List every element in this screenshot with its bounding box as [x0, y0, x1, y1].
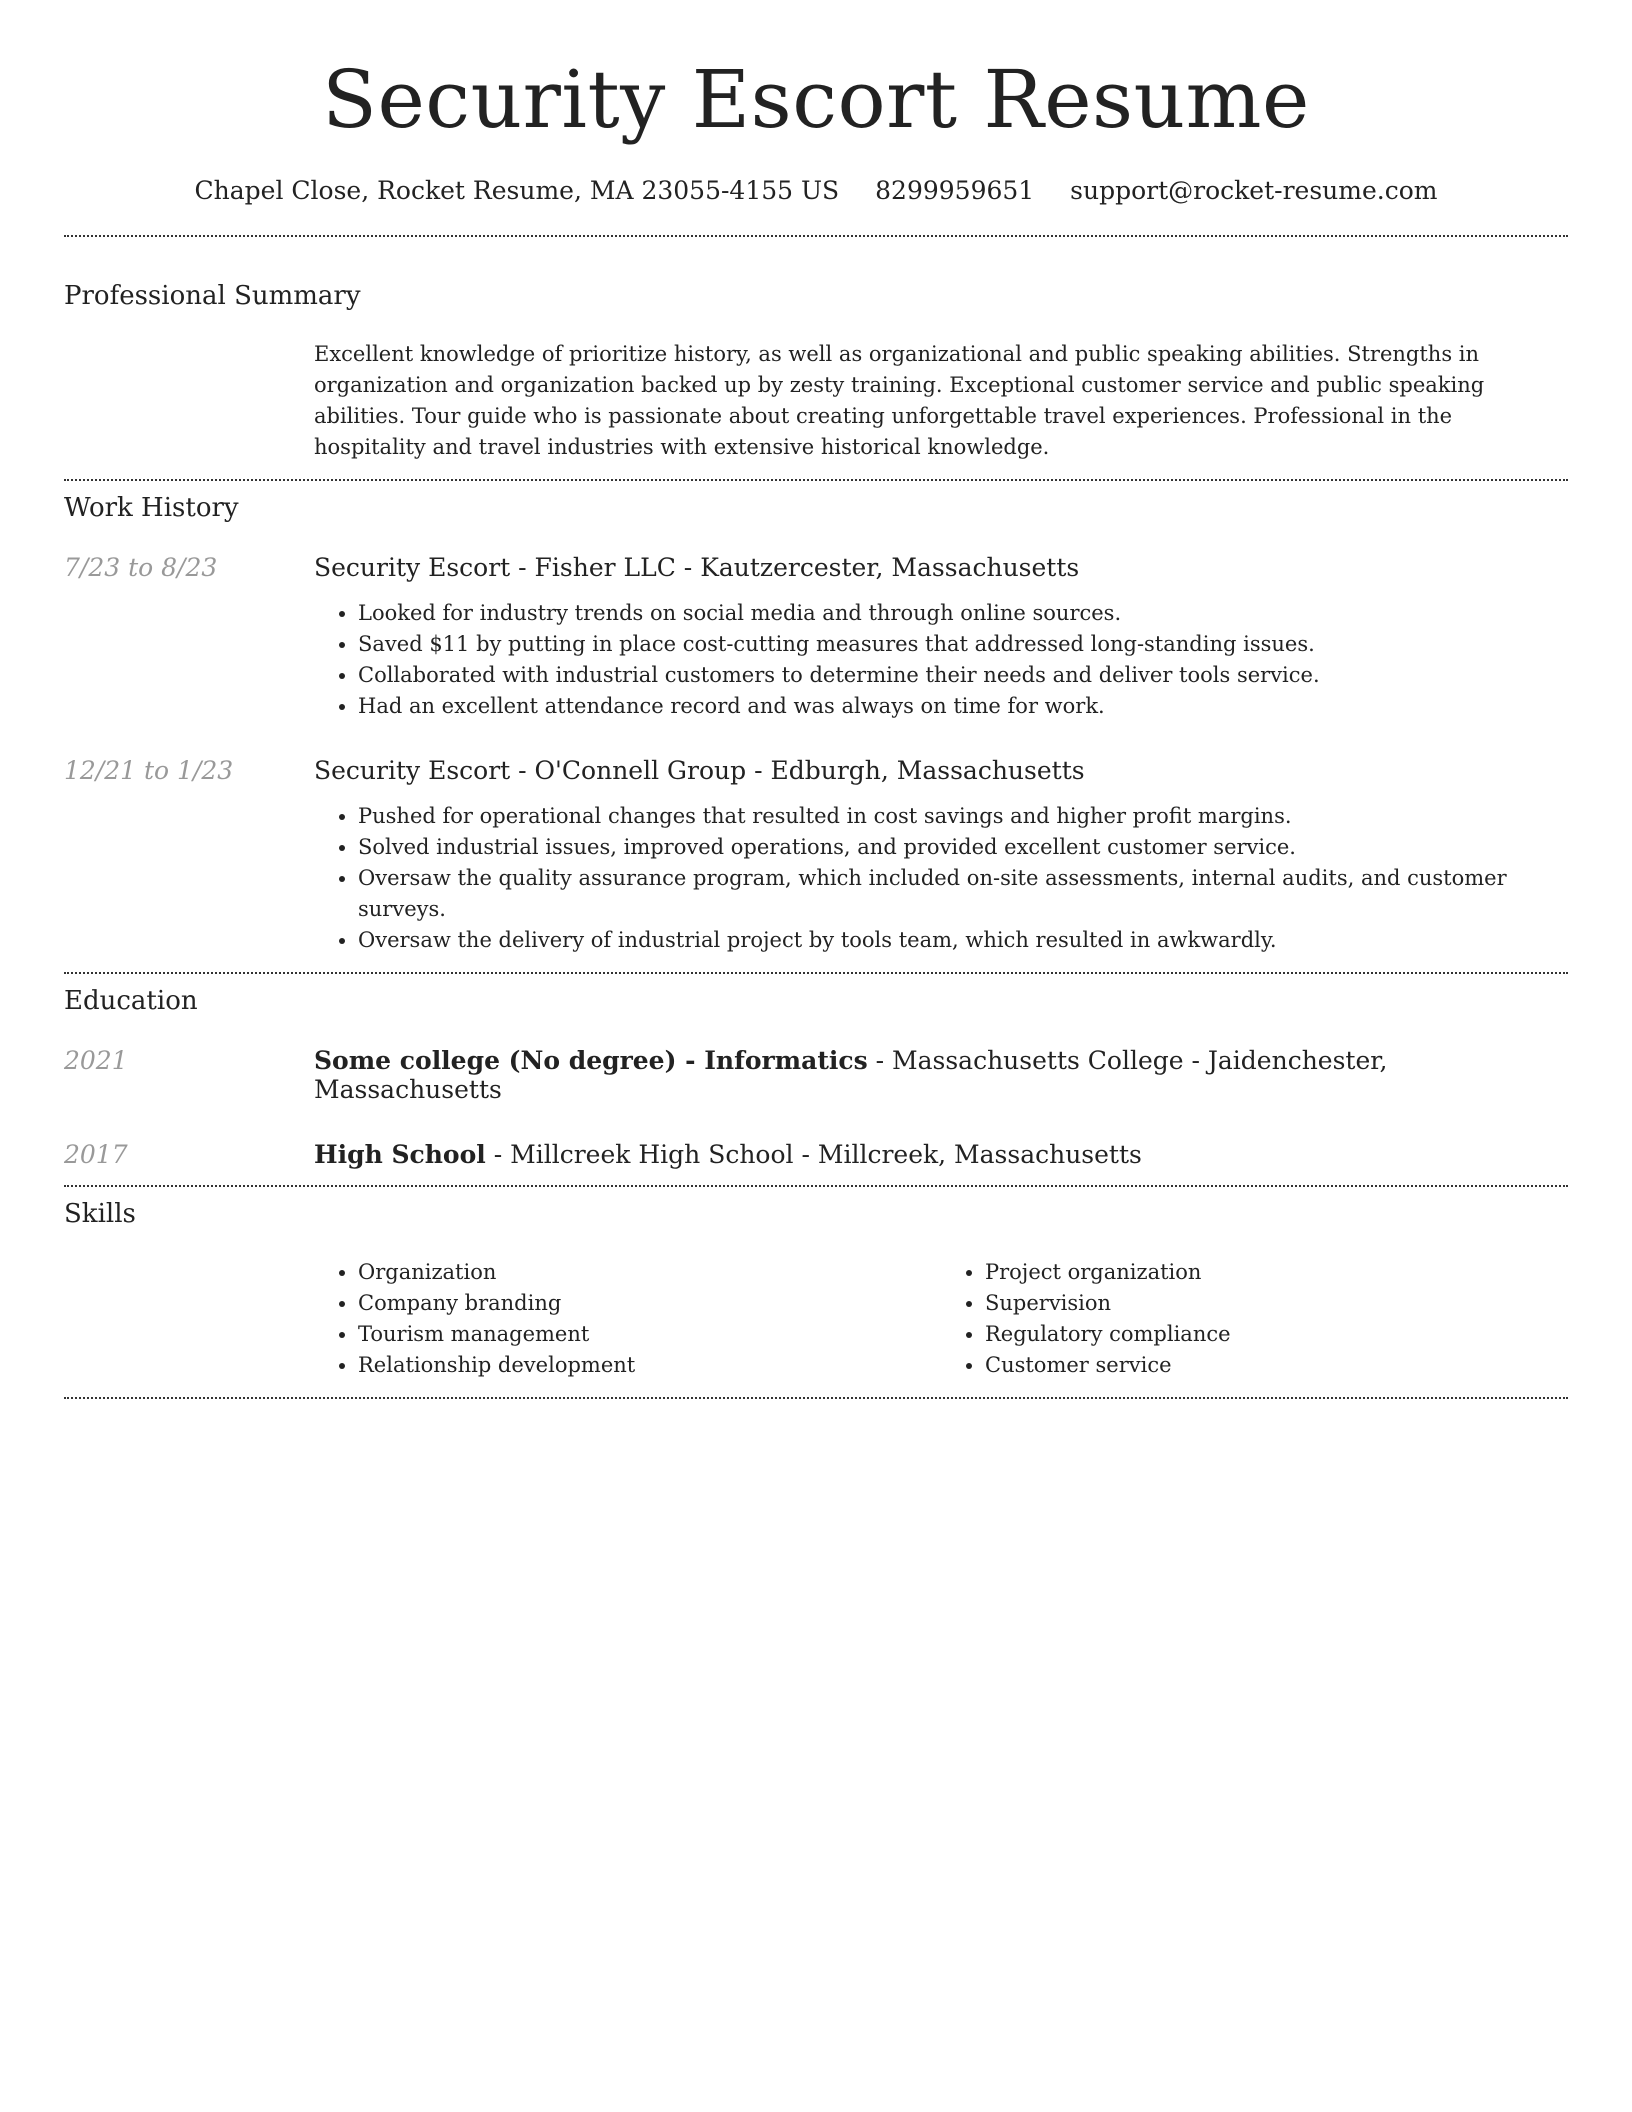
resume-title: Security Escort Resume: [322, 53, 1310, 146]
skill-item: • Supervision: [985, 1288, 1568, 1319]
job-entry: [64, 553, 1568, 722]
education-school: - Massachusetts College - Jaidenchester, Massachusetts: [314, 1046, 1388, 1104]
skill-item: • Organization: [358, 1257, 941, 1288]
job-bullet: • Oversaw the delivery of industrial project by tools team, which resulted in awkwardly.: [358, 925, 1568, 956]
skills-list-left: [314, 1257, 941, 1381]
education-degree: High School: [314, 1140, 486, 1169]
summary-text: Excellent knowledge of prioritize history, as well as organizational and public speaking abilities. Strengths in organization and organization backed up by zesty training. Exceptional customer service and public speaking abilities. Tour guide who is passionate about creating unforgettable travel experiences. Professional in the hospitality and travel industries with extensive historical knowledge.: [314, 342, 1485, 459]
skill-item: • Tourism management: [358, 1319, 941, 1350]
section-title-work: Work History: [64, 493, 239, 523]
section-title-skills: Skills: [64, 1199, 136, 1229]
education-school: - Millcreek High School - Millcreek, Massachusetts: [485, 1140, 1142, 1169]
skill-item: • Company branding: [358, 1288, 941, 1319]
job-bullets: [314, 598, 1568, 722]
education-year: 2017: [64, 1140, 128, 1169]
skill-item: • Regulatory compliance: [985, 1319, 1568, 1350]
contact-line: [64, 176, 1568, 205]
job-bullet: • Oversaw the quality assurance program, which included on-site assessments, internal audits, and customer surveys.: [358, 863, 1568, 925]
section-title-education: Education: [64, 986, 198, 1016]
education-entry: [64, 1046, 1568, 1104]
job-bullet: • Had an excellent attendance record and was always on time for work.: [358, 691, 1568, 722]
job-bullets: [314, 801, 1568, 956]
job-bullet: • Solved industrial issues, improved operations, and provided excellent customer service.: [358, 832, 1568, 863]
education-year: 2021: [64, 1046, 128, 1075]
education-degree: Some college (No degree) - Informatics: [314, 1046, 868, 1075]
skill-item: • Project organization: [985, 1257, 1568, 1288]
skill-item: • Customer service: [985, 1350, 1568, 1381]
skills-list-right: [941, 1257, 1568, 1381]
contact-address: Chapel Close, Rocket Resume, MA 23055-4155 US: [194, 176, 840, 205]
skill-item: • Relationship development: [358, 1350, 941, 1381]
section-divider: [64, 1397, 1568, 1399]
job-bullet: • Saved $11 by putting in place cost-cutting measures that addressed long-standing issues.: [358, 629, 1568, 660]
job-entry: [64, 756, 1568, 956]
contact-email: support@rocket-resume.com: [1070, 176, 1438, 205]
job-dates: 7/23 to 8/23: [64, 553, 218, 582]
job-title: Security Escort - O'Connell Group - Edburgh, Massachusetts: [314, 756, 1085, 785]
section-title-summary: Professional Summary: [64, 281, 361, 311]
job-bullet: • Looked for industry trends on social media and through online sources.: [358, 598, 1568, 629]
job-bullet: • Pushed for operational changes that resulted in cost savings and higher profit margins.: [358, 801, 1568, 832]
skills-row: [64, 1257, 1568, 1381]
contact-phone: 8299959651: [875, 176, 1035, 205]
job-title: Security Escort - Fisher LLC - Kautzercester, Massachusetts: [314, 553, 1080, 582]
resume-page: [64, 0, 1568, 1399]
job-bullet: • Collaborated with industrial customers to determine their needs and deliver tools service.: [358, 660, 1568, 691]
education-entry: [64, 1140, 1568, 1169]
summary-row: [64, 339, 1568, 463]
job-dates: 12/21 to 1/23: [64, 756, 234, 785]
